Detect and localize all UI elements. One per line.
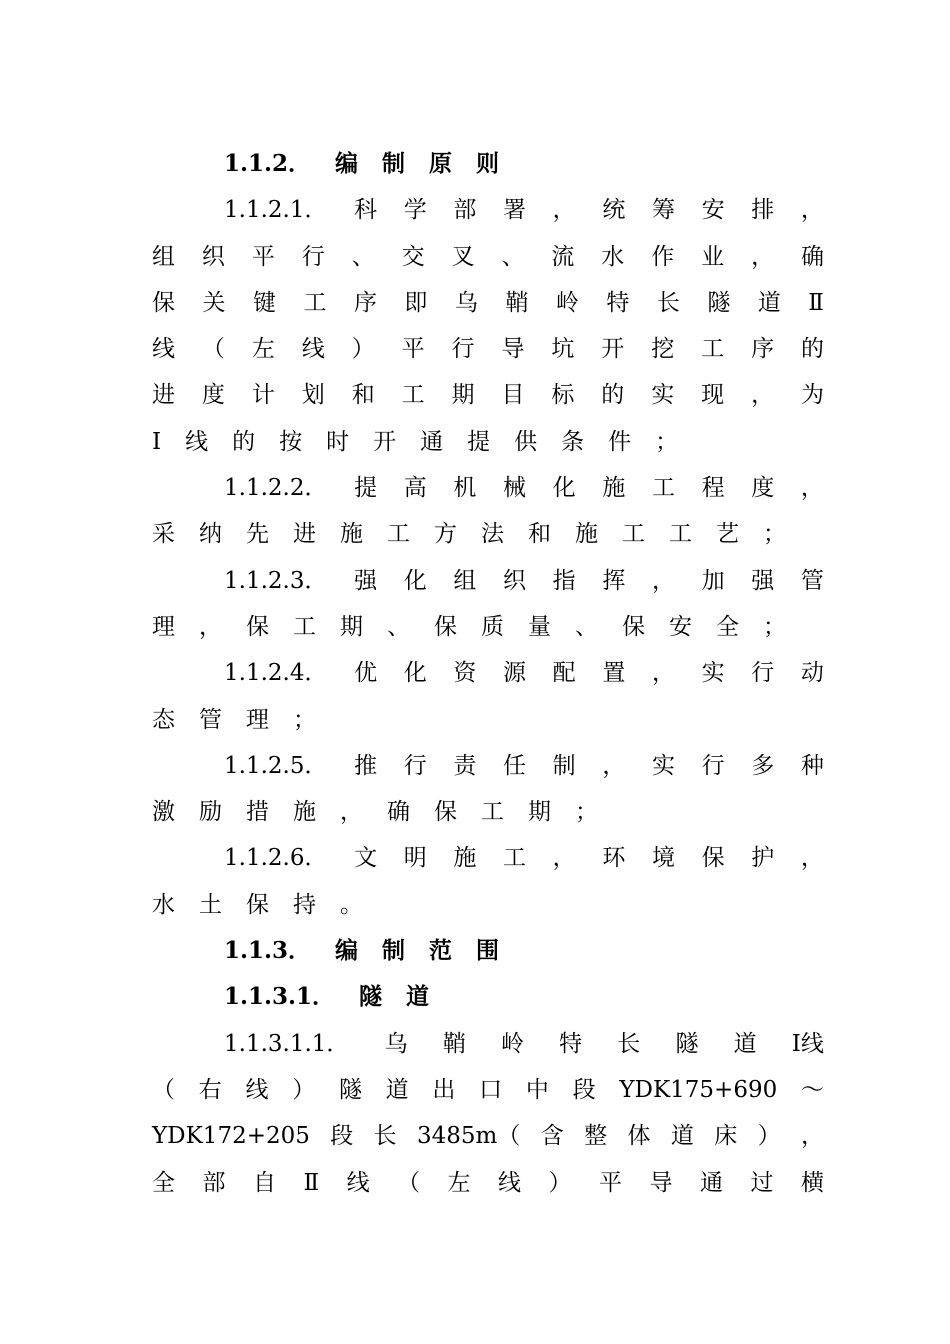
text-token: 推 <box>354 752 378 779</box>
text-token: 特 <box>559 1030 583 1057</box>
text-token: 组 <box>453 567 477 594</box>
text-token: 管 <box>199 706 222 733</box>
text-token: 保 <box>701 845 725 872</box>
section-number: 1.1.2.2． <box>224 475 328 502</box>
text-token: 和 <box>351 382 375 409</box>
text-token: ， <box>651 567 675 594</box>
text-token: ， <box>800 475 824 502</box>
text-token: 保 <box>622 613 645 640</box>
text-token: 护 <box>751 845 775 872</box>
text-token: 质 <box>481 613 504 640</box>
text-line-p-1-1-3-1-1-b <box>152 1067 824 1113</box>
text-line-p-1-1-2-2-b <box>152 511 824 557</box>
text-token: 先 <box>246 521 269 548</box>
text-token: 原 <box>429 150 453 177</box>
text-token: 部 <box>202 1169 226 1196</box>
text-token: ， <box>651 660 675 687</box>
text-token: ； <box>293 706 316 733</box>
text-token: ， <box>552 197 576 224</box>
text-token: ） <box>351 336 375 363</box>
text-line-p-1-1-2-2-a <box>152 465 824 511</box>
text-token: ） <box>757 1123 781 1150</box>
text-token: （ <box>152 1076 175 1103</box>
text-token: 左 <box>447 1169 471 1196</box>
text-token: 械 <box>503 475 527 502</box>
text-token: 实 <box>701 660 725 687</box>
text-token: 配 <box>552 660 576 687</box>
text-token: Ⅰ线 <box>791 1030 824 1057</box>
text-token: 的 <box>800 336 824 363</box>
text-token: 坑 <box>551 336 575 363</box>
text-token: 源 <box>503 660 527 687</box>
text-token: 化 <box>403 567 427 594</box>
text-token: 道 <box>670 1123 694 1150</box>
text-token: ， <box>800 1123 824 1150</box>
text-token: 优 <box>354 660 378 687</box>
text-token: 工 <box>387 521 410 548</box>
text-token: 置 <box>602 660 626 687</box>
text-token: 化 <box>552 475 576 502</box>
text-token: 、 <box>575 613 598 640</box>
text-token: 整 <box>584 1123 608 1150</box>
section-number: 1.1.2.1． <box>224 197 328 224</box>
text-token: 理 <box>152 613 175 640</box>
text-token: 理 <box>246 706 269 733</box>
text-token: 度 <box>751 475 775 502</box>
text-token: Ⅱ <box>303 1169 320 1196</box>
text-token: ， <box>751 243 775 270</box>
text-token: 管 <box>800 567 824 594</box>
text-token: ， <box>751 382 775 409</box>
text-token: 和 <box>528 521 551 548</box>
text-token: Ⅰ <box>152 428 162 455</box>
text-token: 行 <box>701 752 725 779</box>
text-token: 围 <box>476 937 500 965</box>
text-token: 排 <box>751 197 775 224</box>
section-heading-h-1-1-3 <box>152 928 824 974</box>
text-token: 确 <box>800 243 824 270</box>
text-token: 含 <box>540 1123 564 1150</box>
text-token: 工 <box>503 845 527 872</box>
text-token: 平 <box>401 336 425 363</box>
text-token: 段 <box>330 1123 354 1150</box>
text-token: 关 <box>202 289 226 316</box>
text-token: 动 <box>800 660 824 687</box>
text-token: 保 <box>434 799 457 826</box>
text-line-p-1-1-2-6-a <box>152 835 824 881</box>
text-token: 实 <box>651 382 675 409</box>
text-token: 长 <box>373 1123 397 1150</box>
text-token: 任 <box>503 752 527 779</box>
section-number: 1.1.2.3． <box>224 567 328 594</box>
text-token: 法 <box>481 521 504 548</box>
text-token: 织 <box>201 243 225 270</box>
text-token: 施 <box>453 845 477 872</box>
text-token: 中 <box>525 1076 549 1103</box>
text-token: 划 <box>301 382 325 409</box>
text-line-p-1-1-2-1-a <box>152 187 824 233</box>
text-token: 制 <box>382 937 406 965</box>
text-token: 为 <box>800 382 824 409</box>
text-token: ； <box>655 428 679 455</box>
text-token: 进 <box>152 382 175 409</box>
text-token: 、 <box>501 243 525 270</box>
text-token: 行 <box>451 336 475 363</box>
text-token: 、 <box>351 243 375 270</box>
text-token: 激 <box>152 799 175 826</box>
text-line-p-1-1-2-1-f <box>152 419 824 465</box>
text-token: 床 <box>714 1123 738 1150</box>
text-line-p-1-1-2-4-a <box>152 650 824 696</box>
text-token: 期 <box>528 799 551 826</box>
text-token: 编 <box>335 150 359 177</box>
text-token: 加 <box>701 567 725 594</box>
text-token: 开 <box>373 428 397 455</box>
text-token: Ⅱ <box>808 289 824 316</box>
section-number: 1.1.3.1.1． <box>224 1030 350 1057</box>
text-token: 安 <box>701 197 725 224</box>
text-token: 科 <box>354 197 378 224</box>
text-token: 度 <box>201 382 225 409</box>
text-token: 期 <box>340 613 363 640</box>
text-token: 化 <box>403 660 427 687</box>
text-token: 道 <box>385 1076 409 1103</box>
text-token: 业 <box>701 243 725 270</box>
text-token: 特 <box>606 289 630 316</box>
text-line-p-1-1-2-6-b <box>152 882 824 928</box>
text-token: 道 <box>757 289 781 316</box>
text-token: 保 <box>246 613 269 640</box>
text-token: 工 <box>481 799 504 826</box>
text-token: ， <box>800 845 824 872</box>
section-number: 1.1.3.1． <box>224 983 336 1011</box>
text-token: （ <box>397 1169 421 1196</box>
text-token: 文 <box>354 845 378 872</box>
text-line-p-1-1-2-1-e <box>152 372 824 418</box>
text-token: 行 <box>403 752 427 779</box>
text-token: 水 <box>601 243 625 270</box>
text-token: ； <box>575 799 598 826</box>
text-token: 水 <box>152 891 175 918</box>
text-token: 平 <box>599 1169 622 1196</box>
text-token: 即 <box>404 289 428 316</box>
text-token: 3485m（ <box>417 1123 521 1150</box>
text-token: 口 <box>479 1076 503 1103</box>
text-token: 实 <box>651 752 675 779</box>
text-token: 线 <box>185 428 209 455</box>
text-token: 机 <box>453 475 477 502</box>
text-token: 流 <box>551 243 575 270</box>
text-token: 、 <box>387 613 410 640</box>
text-token: 提 <box>467 428 491 455</box>
text-token: 高 <box>403 475 427 502</box>
text-token: 程 <box>701 475 725 502</box>
text-line-p-1-1-3-1-1-d <box>152 1160 824 1206</box>
text-token: 种 <box>800 752 824 779</box>
text-line-p-1-1-2-3-b <box>152 604 824 650</box>
text-token: ） <box>292 1076 316 1103</box>
text-token: ， <box>340 799 363 826</box>
text-token: 施 <box>602 475 626 502</box>
text-token: 筹 <box>651 197 675 224</box>
text-token: 织 <box>503 567 527 594</box>
text-token: YDK175+690 <box>619 1076 778 1103</box>
text-token: 工 <box>293 613 316 640</box>
text-token: 工 <box>303 289 327 316</box>
text-token: 采 <box>152 521 175 548</box>
text-token: 岭 <box>555 289 579 316</box>
text-token: 时 <box>326 428 350 455</box>
text-token: 按 <box>279 428 303 455</box>
text-token: 长 <box>656 289 680 316</box>
text-token: 量 <box>528 613 551 640</box>
text-token: 段 <box>572 1076 596 1103</box>
text-token: 态 <box>152 706 175 733</box>
text-token: 责 <box>453 752 477 779</box>
section-number: 1.1.2． <box>224 150 312 177</box>
text-token: 制 <box>552 752 576 779</box>
text-token: 线 <box>245 1076 269 1103</box>
text-token: 土 <box>199 891 222 918</box>
text-token: 通 <box>420 428 444 455</box>
section-number: 1.1.2.4． <box>224 660 328 687</box>
text-token: ， <box>602 752 626 779</box>
text-token: ） <box>548 1169 572 1196</box>
text-token: 线 <box>346 1169 370 1196</box>
text-token: 统 <box>602 197 626 224</box>
text-token: 强 <box>751 567 775 594</box>
text-token: 励 <box>199 799 222 826</box>
text-token: 作 <box>651 243 675 270</box>
text-token: 隧 <box>338 1076 362 1103</box>
text-token: 平 <box>251 243 275 270</box>
text-token: 条 <box>561 428 585 455</box>
text-token: 施 <box>293 799 316 826</box>
text-token: ～ <box>800 1076 824 1103</box>
section-number: 1.1.2.5． <box>224 752 328 779</box>
text-token: 隧 <box>675 1030 699 1057</box>
section-number: 1.1.3． <box>224 937 312 965</box>
text-token: 右 <box>198 1076 222 1103</box>
text-token: 纳 <box>199 521 222 548</box>
text-token: ， <box>552 845 576 872</box>
text-token: 键 <box>252 289 276 316</box>
text-token: 艺 <box>716 521 739 548</box>
text-token: 进 <box>293 521 316 548</box>
text-token: 长 <box>617 1030 641 1057</box>
text-line-p-1-1-2-4-b <box>152 697 824 743</box>
text-token: 施 <box>575 521 598 548</box>
text-token: 工 <box>401 382 425 409</box>
text-token: 指 <box>552 567 576 594</box>
text-token: 目 <box>501 382 525 409</box>
text-token: 的 <box>232 428 256 455</box>
text-token: 持 <box>293 891 316 918</box>
section-heading-h-1-1-2 <box>152 141 824 187</box>
text-token: 全 <box>716 613 739 640</box>
text-token: 多 <box>751 752 775 779</box>
text-token: 鞘 <box>442 1030 466 1057</box>
text-token: 岭 <box>500 1030 524 1057</box>
text-token: ； <box>763 613 786 640</box>
text-token: 件 <box>608 428 632 455</box>
text-token: 线 <box>301 336 325 363</box>
text-token: 乌 <box>454 289 478 316</box>
text-token: 环 <box>602 845 626 872</box>
text-token: 叉 <box>451 243 475 270</box>
text-token: 出 <box>432 1076 456 1103</box>
text-token: 学 <box>403 197 427 224</box>
text-token: 隧 <box>359 983 383 1011</box>
text-token: 交 <box>401 243 425 270</box>
text-token: 自 <box>252 1169 276 1196</box>
text-line-p-1-1-3-1-1-a <box>152 1021 824 1067</box>
text-token: ， <box>800 197 824 224</box>
text-token: 鞘 <box>505 289 529 316</box>
text-token: 。 <box>340 891 363 918</box>
text-token: 措 <box>246 799 269 826</box>
text-token: 工 <box>669 521 692 548</box>
text-token: 组 <box>152 243 175 270</box>
text-line-p-1-1-2-1-b <box>152 234 824 280</box>
text-token: 编 <box>335 937 359 965</box>
text-token: （ <box>201 336 225 363</box>
text-token: 工 <box>701 336 725 363</box>
text-token: 提 <box>354 475 378 502</box>
text-token: 保 <box>434 613 457 640</box>
text-line-p-1-1-2-1-d <box>152 326 824 372</box>
text-token: 线 <box>152 336 175 363</box>
text-token: 保 <box>152 289 175 316</box>
text-token: 挖 <box>651 336 675 363</box>
text-token: 则 <box>476 150 500 177</box>
text-token: 境 <box>651 845 675 872</box>
text-token: 乌 <box>384 1030 408 1057</box>
text-token: 通 <box>699 1169 723 1196</box>
text-token: 现 <box>701 382 725 409</box>
text-token: 施 <box>340 521 363 548</box>
text-token: 道 <box>733 1030 757 1057</box>
text-token: YDK172+205 <box>152 1123 310 1150</box>
text-token: 导 <box>501 336 525 363</box>
text-token: 左 <box>251 336 275 363</box>
text-token: 范 <box>429 937 453 965</box>
text-token: 方 <box>434 521 457 548</box>
text-line-p-1-1-2-5-b <box>152 789 824 835</box>
text-token: 全 <box>152 1169 175 1196</box>
text-token: 体 <box>627 1123 651 1150</box>
text-token: 线 <box>498 1169 522 1196</box>
text-line-p-1-1-2-1-c <box>152 280 824 326</box>
text-token: 工 <box>622 521 645 548</box>
text-line-p-1-1-3-1-1-c <box>152 1113 824 1159</box>
text-token: 挥 <box>602 567 626 594</box>
section-number: 1.1.2.6． <box>224 845 328 872</box>
text-token: 制 <box>382 150 406 177</box>
text-token: 供 <box>514 428 538 455</box>
text-token: 部 <box>453 197 477 224</box>
text-token: 过 <box>750 1169 774 1196</box>
text-token: 序 <box>353 289 377 316</box>
text-token: 道 <box>406 983 430 1011</box>
text-token: 安 <box>669 613 692 640</box>
text-token: 明 <box>403 845 427 872</box>
text-token: 期 <box>451 382 475 409</box>
text-token: 行 <box>751 660 775 687</box>
text-token: 隧 <box>707 289 731 316</box>
text-token: ， <box>199 613 222 640</box>
text-token: 强 <box>354 567 378 594</box>
text-token: 横 <box>800 1169 824 1196</box>
text-token: 开 <box>601 336 625 363</box>
text-token: 工 <box>651 475 675 502</box>
text-token: 保 <box>246 891 269 918</box>
text-line-p-1-1-2-3-a <box>152 558 824 604</box>
text-token: 序 <box>751 336 775 363</box>
text-token: 标 <box>551 382 575 409</box>
text-token: ； <box>763 521 786 548</box>
text-token: 署 <box>503 197 527 224</box>
document-body <box>152 141 824 1206</box>
text-token: 导 <box>649 1169 673 1196</box>
text-token: 计 <box>251 382 275 409</box>
text-token: 确 <box>387 799 410 826</box>
text-token: 的 <box>601 382 625 409</box>
text-line-p-1-1-2-5-a <box>152 743 824 789</box>
text-token: 行 <box>301 243 325 270</box>
text-token: 资 <box>453 660 477 687</box>
section-heading-h-1-1-3-1 <box>152 974 824 1020</box>
